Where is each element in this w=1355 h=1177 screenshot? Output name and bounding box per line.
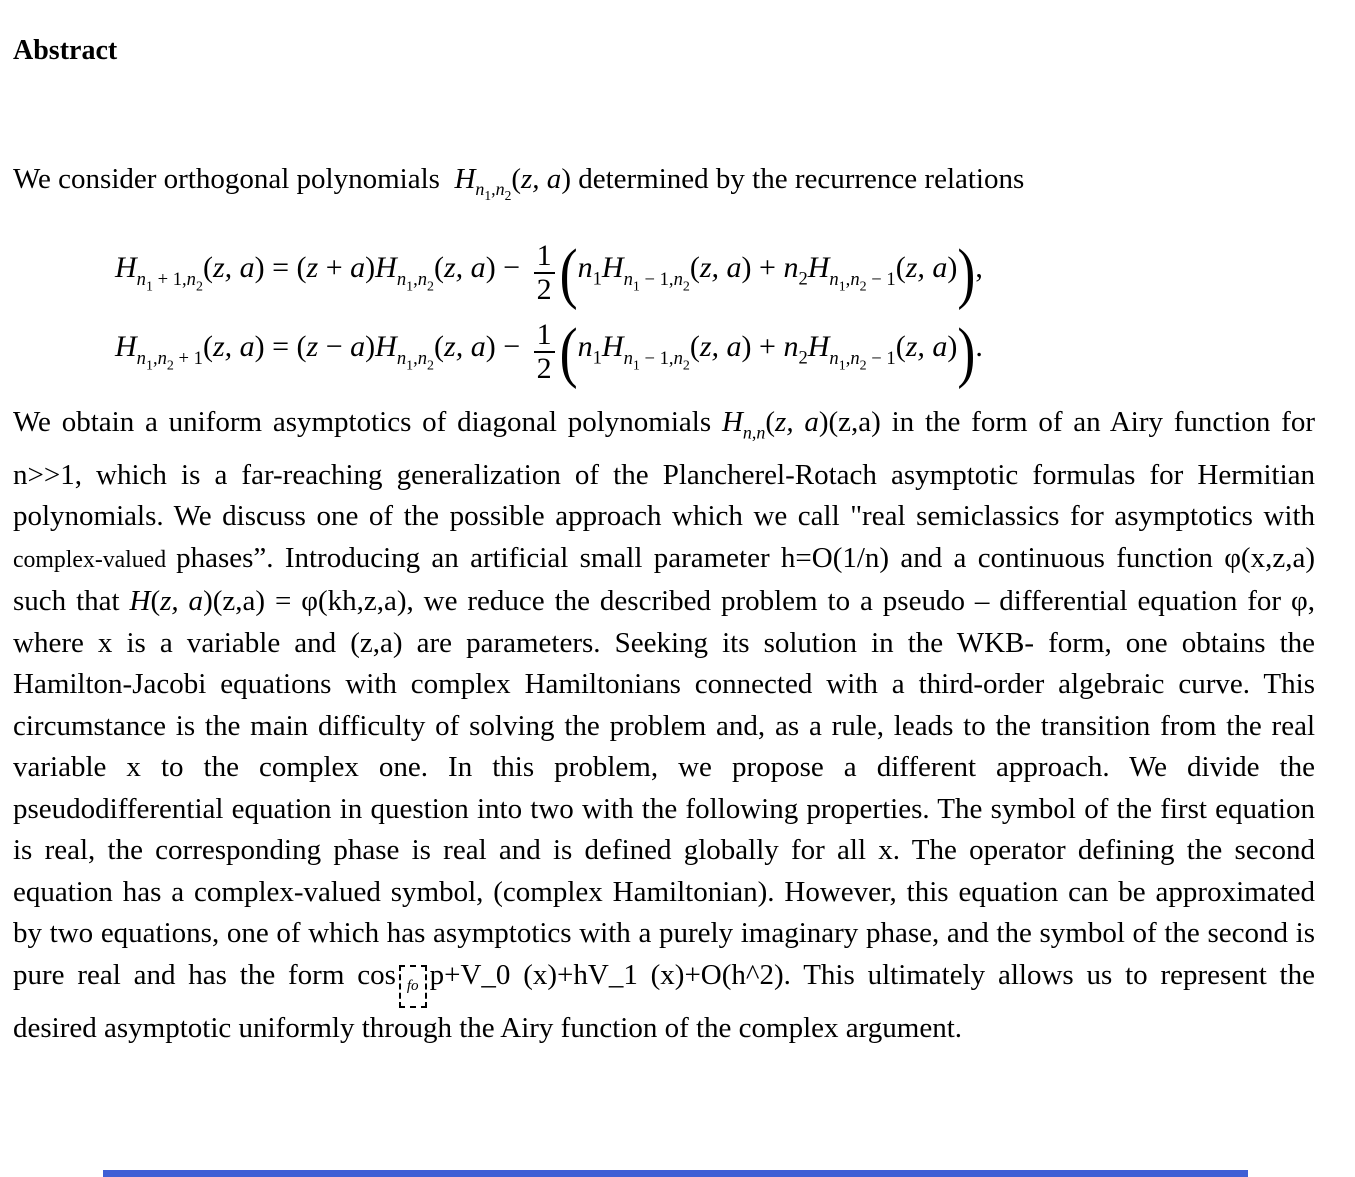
intro-paragraph: We consider orthogonal polynomials $H_{n_1,n_2}(z$, a) determined by the recurrence relations [13, 162, 1025, 204]
recurrence-equation-1: $H_{n_1 + 1,n_2}(z$, $a) = (z + a)H_{n_1,n_2}(z$, a) − $\frac{1}{2}$ ($n_1H_{n_1 - 1,n_2}(z$, $a) + n_2H_{n_1,n_2 - 1}(z$, a)), [115, 235, 983, 311]
bottom-blue-bar [103, 1170, 1248, 1177]
abstract-body-paragraph: We obtain a uniform asymptotics of diagonal polynomials $H_{n,n}(z$, a)(z,a) in the form of an Airy function for n>>1, which is a far-reaching generalization of the Plancherel-Rotach asymptotic formulas for Hermitian polynomials. We discuss one of the possible approach which we call "real semiclassics for asymptotics with complex-valued phases”. Introducing an artificial small parameter h=O(1/n) and a continuous function φ(x,z,a) such that H(z, a)(z,a) = φ(kh,z,a), we reduce the described problem to a pseudo – differential equation for φ, where x is a variable and (z,a) are parameters. Seeking its solution in the WKB- form, one obtains the Hamilton-Jacobi equations with complex Hamiltonians connected with a third-order algebraic curve. This circumstance is the main difficulty of solving the problem and, as a rule, leads to the transition from the real variable x to the complex one. In this problem, we propose a different approach. We divide the pseudodifferential equation in question into two with the following properties. The symbol of the first equation is real, the corresponding phase is real and is defined globally for all x. The operator defining the second equation has a complex-valued symbol, (complex Hamiltonian). However, this equation can be approximated by two equations, one of which has asymptotics with a purely imaginary phase, and the symbol of the second is pure real and has the form cos fo p+V_0 (x)+hV_1 (x)+O(h^2). This ultimately allows us to represent the desired asymptotic uniformly through the Airy function of the complex argument. [13, 406, 1315, 1045]
recurrence-equation-2: $H_{n_1,n_2 + 1}(z$, $a) = (z - a)H_{n_1,n_2}(z$, a) − $\frac{1}{2}$ ($n_1H_{n_1 - 1,n_2}(z$, $a) + n_2H_{n_1,n_2 - 1}(z$, a)). [115, 314, 983, 390]
abstract-heading: Abstract [13, 35, 118, 66]
